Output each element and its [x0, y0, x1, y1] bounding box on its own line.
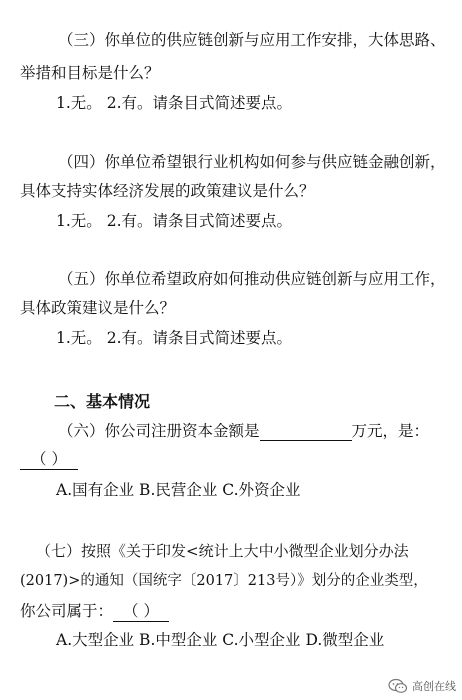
q5-options: 1.无。 2.有。请条目式简述要点。 — [56, 329, 293, 347]
q3-line-1: （三）你单位的供应链创新与应用工作安排，大体思路、 — [58, 31, 446, 49]
q6-text-before: （六）你公司注册资本金额是 — [58, 422, 260, 440]
q7-line-3 — [20, 601, 169, 622]
q4-options: 1.无。 2.有。请条目式简述要点。 — [56, 212, 293, 230]
q6-text-after: 万元，是： — [351, 422, 430, 440]
q7-line-1: （七）按照《关于印发<统计上大中小微型企业划分办法 — [36, 542, 409, 560]
q6-answer-line — [20, 449, 78, 470]
q7-line-2: (2017)>的通知（国统字〔2017〕213号）》划分的企业类型， — [20, 573, 428, 589]
watermark-text: 高创在线 — [412, 680, 456, 693]
q7-answer-blank[interactable]: （ ） — [113, 601, 169, 622]
capital-amount-blank[interactable] — [260, 424, 352, 441]
q5-line-2: 具体政策建议是什么？ — [20, 299, 176, 317]
section-2-title: 二、基本情况 — [54, 392, 151, 411]
wechat-icon — [388, 678, 408, 694]
q4-line-2: 具体支持实体经济发展的政策建议是什么？ — [20, 182, 315, 200]
q5-line-1: （五）你单位希望政府如何推动供应链创新与应用工作， — [58, 270, 446, 288]
watermark — [388, 678, 456, 694]
q6-options: A.国有企业 B.民营企业 C.外资企业 — [56, 481, 301, 499]
q4-line-1: （四）你单位希望银行业机构如何参与供应链金融创新， — [58, 153, 446, 171]
q7-label: 你公司属于： — [20, 602, 114, 620]
q6-answer-blank[interactable]: （ ） — [20, 449, 78, 470]
q3-options: 1.无。 2.有。请条目式简述要点。 — [56, 94, 293, 112]
q6-line-1 — [58, 421, 429, 441]
q7-options: A.大型企业 B.中型企业 C.小型企业 D.微型企业 — [56, 631, 385, 649]
q3-line-2: 举措和目标是什么？ — [20, 64, 160, 82]
